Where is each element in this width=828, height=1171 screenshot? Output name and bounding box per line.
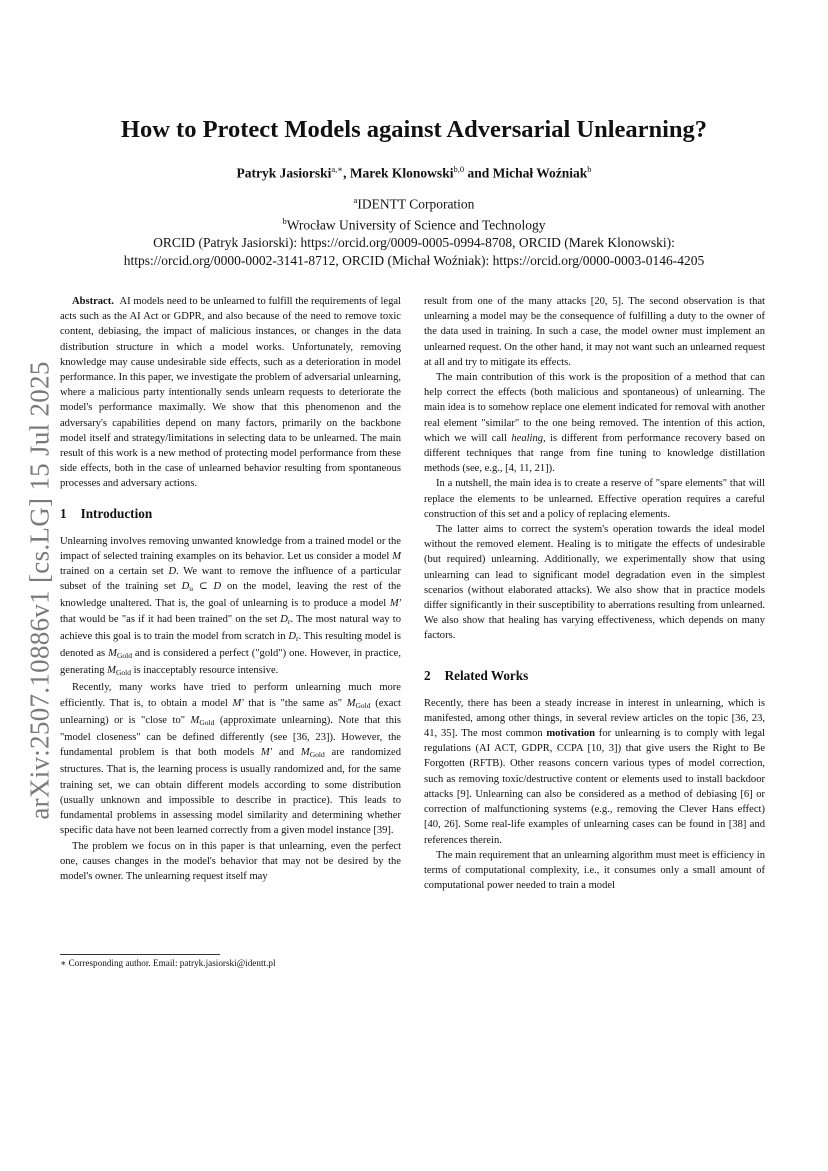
section-number: 2 [424,667,431,683]
affiliation-text: Wrocław University of Science and Technology [286,217,546,233]
math-symbol: D [288,630,296,642]
math-symbol: M [346,697,356,709]
author-mark: a,∗ [331,164,344,174]
paragraph [424,370,765,476]
text-run: , is different from performance recovery based on different techniques that range from fine tuning to knowledge distillation methods (see, e.g., [4, 11, 21]). [424,432,765,475]
section-heading [424,668,765,684]
text-run: is inacceptably resource intensive. [130,665,279,677]
affiliation-mark: a [353,195,358,205]
math-subscript: Gold [115,668,131,678]
text-run: and is considered a perfect ("gold") one. However, in practice, generating [60,648,401,677]
author-mark: b,0 [453,164,465,174]
paragraph [424,696,765,848]
bold-term: motivation [546,728,596,740]
text-run: Unlearning involves removing unwanted knowledge from a trained model or the impact of selected training examples on its behavior. Let us consider a model [60,535,401,562]
emphasis: healing [511,432,544,444]
text-run: that is "the same as" [243,697,347,709]
math-symbol: M [190,714,200,726]
math-symbol: M [108,648,117,660]
affiliation-text: IDENTT Corporation [357,196,475,212]
math-symbol: M [392,550,401,562]
text-run: Recently, there has been a steady increase in interest in unlearning, which is manifested, among other things, in several review articles on the topic [36, 23, 41, 35]. The most common [424,697,765,740]
author-mark: b [587,164,592,174]
arxiv-stamp: arXiv:2507.10886v1 [cs.LG] 15 Jul 2025 [24,360,55,820]
affiliation-b [0,213,828,234]
abstract [60,294,401,492]
paragraph: The latter aims to correct the system's operation towards the ideal model without the removed element. Healing is to mitigate the effects of undesirable (but required) unlearning. Additionally, we experimentally show that using unlearning can lead to significant model degradation even in the simplest scenarios (without elaborated attacks). We also show that in practice models differ significantly in their susceptibility to aberrations resulting from unlearned. We also show that healing has varying effectiveness, which depends on many factors. [424,524,765,642]
paragraph: The main requirement that an unlearning algorithm must meet is efficiency in terms of computational complexity, i.e., it consumes only a small amount of computational power needed to train a model [424,849,765,892]
text-run: The main contribution of this work is the proposition of a method that can help correct the effects (both malicious and spontaneous) of unlearning. The main idea is to somehow replace one element indicated for removal with another real element "similar" to the one being removed. The intention of this action, which we will call [424,372,765,444]
right-column [424,294,765,893]
section-heading [60,506,401,522]
paper-title: How to Protect Models against Adversarial Unlearning? [120,116,708,143]
footnote-mark: ∗ [60,958,67,968]
math-subscript: r [295,633,299,643]
math-symbol: D [280,613,288,625]
footnote-rule [60,954,220,955]
math-symbol: D [181,581,190,593]
abstract-label: Abstract. [72,296,114,307]
author-name: Michał Woźniak [492,165,588,181]
affiliation-mark: b [282,216,287,227]
author-separator: , [343,165,350,181]
math-symbol: M′ [260,747,272,759]
math-symbol: M [300,747,310,759]
abstract-text: AI models need to be unlearned to fulfill the requirements of legal acts such as the AI Act or GDPR, and also because of the need to remove toxic content, debiasing, the impact of malicious instances, or changes in the data distribution structure in which a model works. Unfortunately, removing knowledge may cause undesirable side effects, such as a deterioration in model performance. In this paper, we investigate the problem of adversarial unlearning, where a malicious party intentionally sends unlearn requests to deteriorate the model's performance maximally. We show that this phenomenon and the adversary's capabilities depend on many factors, primarily on the backbone model itself and strategy/limitations in selecting data to be unlearned. The main result of this work is a new method of protecting model performance from these side effects, both in the case of unlearned behavior resulting from spontaneous processes and adversary actions. [60,296,401,490]
text-run: for unlearning is to comply with legal regulations (AI ACT, GDPR, CCPA [10, 3]) that give users the Right to Be Forgotten (RFTB). Other reasons concern various types of model correction, such as removing toxic/destructive content or elements used to install backdoor attacks [9]. Unlearning can also be considered as a method of debiasing [6] or correction of malfunctioning systems (e.g., removing the Clever Hans effect) [40, 26]. Some real-life examples of unlearning cases can be found in [38] and references therein. [424,728,765,846]
paragraph: result from one of the many attacks [20, 5]. The second observation is that unlearning a model may be the consequence of fulfilling a duty to the owner of the data used in training. In such a case, the model owner must implement an unlearned request. On the other hand, it may not want such an unlearned request at all and try to mitigate its effects. [424,296,765,368]
author-name: Patryk Jasiorski [236,165,332,181]
math-symbol: D [168,566,177,578]
math-subscript: r [287,616,291,626]
text-run: (exact unlearning) or is "close to" [60,697,401,726]
footnote-text: Corresponding author. Email: patryk.jasiorski@identt.pl [66,958,276,968]
text-run: and [272,747,301,759]
math-subscript: Gold [199,717,215,727]
math-symbol: M [107,665,116,677]
text-run: (approximate unlearning). Note that this "model closeness" can be defined differently (see [36, 23]). However, the fundamental problem is that both models [60,714,401,759]
section-title: Introduction [80,505,153,521]
text-run: . We want to remove the influence of a particular subset of the training set [60,566,401,593]
math-symbol: M′ [389,598,401,610]
text-run: are randomized structures. That is, the learning process is usually randomized and, for the same training set, we can obtain different models according to some distribution (usually unknown and impossible to describe in practice). This leads to fundamental problems in assessing model similarity and determining whether specific data have not been learned correctly from a given model instance [39]. [60,747,402,837]
text-run: ⊂ [193,581,214,593]
paragraph: In a nutshell, the main idea is to create a reserve of "spare elements" that will replace the elements to be unlearned. Effective operation requires a careful construction of this set and a policy of replacing elements. [424,478,765,520]
author-list [0,164,828,182]
text-run: trained on a certain set [60,566,169,578]
author-name: Marek Klonowski [349,165,454,181]
author-separator: and [464,165,493,181]
text-run: Recently, many works have tried to perform unlearning much more efficiently. That is, to obtain a model [60,682,401,709]
math-subscript: Gold [309,750,325,760]
paragraph: The problem we focus on in this paper is that unlearning, even the perfect one, causes changes in the model's behavior that may not be desired by the model's owner. The unlearning request itself may [60,840,401,882]
affiliations [0,192,828,269]
orcid-line: ORCID (Patryk Jasiorski): https://orcid.org/0009-0005-0994-8708, ORCID (Marek Klonowski): [153,235,675,251]
orcid-line: https://orcid.org/0000-0002-3141-8712, ORCID (Michał Woźniak): https://orcid.org/0000-0003-0146-4205 [123,252,705,268]
section-number: 1 [60,505,67,521]
affiliation-a [0,192,828,213]
left-column [60,294,401,884]
footnote [60,958,401,969]
paragraph [60,680,401,838]
section-title: Related Works [444,667,529,683]
math-symbol: D [213,581,222,593]
math-subscript: u [189,584,194,594]
math-subscript: Gold [355,700,371,710]
text-run: that would be "as if it had been trained" on the set [60,613,281,625]
text-run: on the model, leaving the rest of the knowledge unaltered. That is, the goal of unlearning is to produce a model [60,581,401,610]
math-subscript: Gold [116,651,132,661]
math-symbol: M′ [232,697,244,709]
paragraph [60,534,401,681]
text-run: . The most natural way to achieve this goal is to train the model from scratch in [60,613,401,642]
text-run: . This resulting model is denoted as [60,630,401,660]
